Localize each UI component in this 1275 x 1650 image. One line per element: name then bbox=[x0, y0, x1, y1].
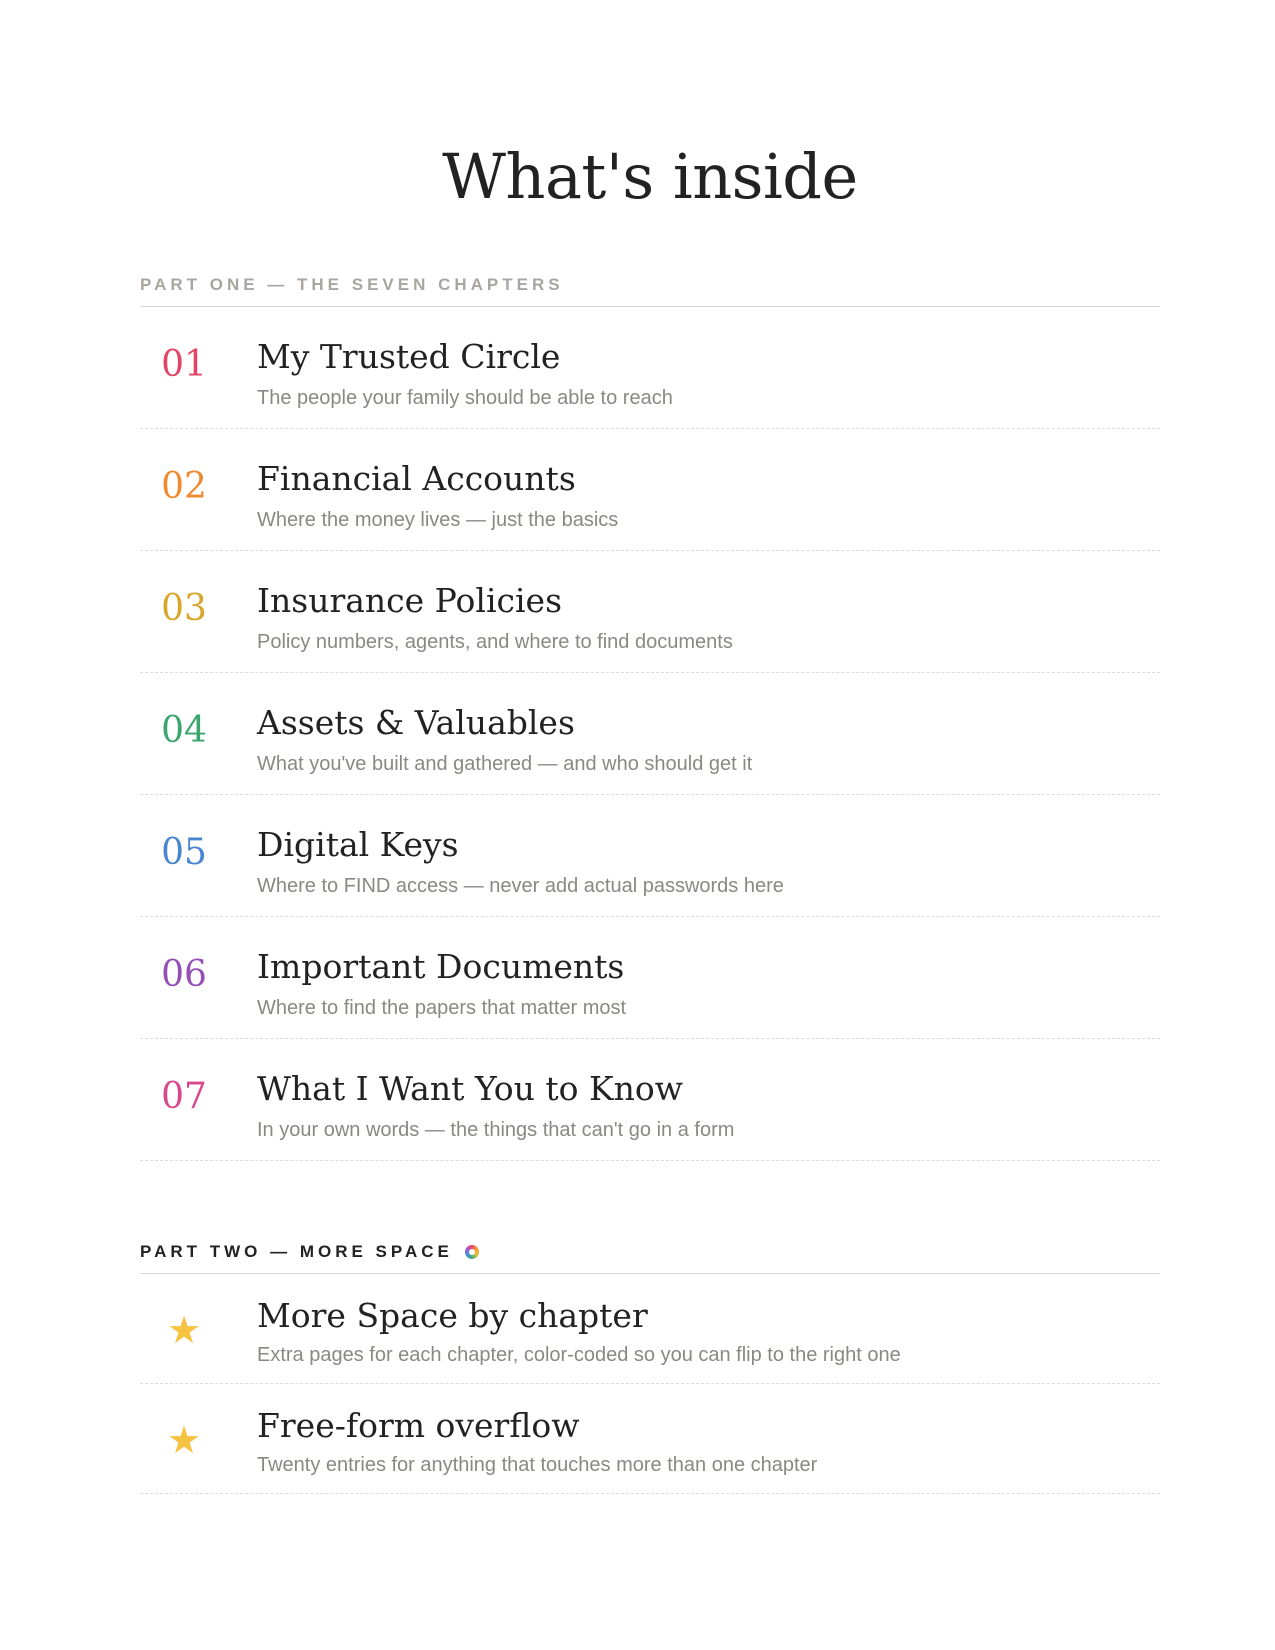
chapter-number: 02 bbox=[161, 466, 207, 507]
part-two-heading-text: PART TWO — MORE SPACE bbox=[140, 1242, 453, 1261]
chapter-number: 01 bbox=[161, 344, 207, 385]
chapter-entry-06 bbox=[140, 917, 1160, 1039]
part-one-section bbox=[140, 270, 1160, 1161]
chapter-entry-04 bbox=[140, 673, 1160, 795]
chapter-title: Financial Accounts bbox=[257, 459, 576, 498]
more-space-description: Twenty entries for anything that touches more than one chapter bbox=[257, 1454, 818, 1476]
more-space-entry-2 bbox=[140, 1384, 1160, 1494]
chapter-title: My Trusted Circle bbox=[257, 337, 561, 376]
more-space-title: Free-form overflow bbox=[257, 1406, 580, 1445]
more-space-title: More Space by chapter bbox=[257, 1296, 648, 1335]
chapter-entry-02 bbox=[140, 429, 1160, 551]
part-one-heading: PART ONE — THE SEVEN CHAPTERS bbox=[140, 270, 1160, 307]
chapter-title: Digital Keys bbox=[257, 825, 459, 864]
star-icon: ★ bbox=[166, 1308, 202, 1352]
chapter-description: The people your family should be able to reach bbox=[257, 387, 673, 409]
part-two-section bbox=[140, 1237, 1160, 1494]
chapter-number: 06 bbox=[161, 954, 207, 995]
star-icon: ★ bbox=[166, 1418, 202, 1462]
chapter-number: 03 bbox=[161, 588, 207, 629]
chapter-description: In your own words — the things that can't go in a form bbox=[257, 1119, 735, 1141]
more-space-entry-1 bbox=[140, 1274, 1160, 1384]
chapter-description: Where to find the papers that matter most bbox=[257, 997, 627, 1019]
chapter-entry-03 bbox=[140, 551, 1160, 673]
chapter-description: Where to FIND access — never add actual passwords here bbox=[257, 875, 784, 897]
part-two-heading bbox=[140, 1237, 1160, 1274]
chapter-number: 07 bbox=[161, 1076, 207, 1117]
chapter-description: What you've built and gathered — and who should get it bbox=[257, 753, 753, 775]
chapter-entry-05 bbox=[140, 795, 1160, 917]
rainbow-circle-icon bbox=[465, 1245, 479, 1259]
chapter-title: What I Want You to Know bbox=[257, 1069, 684, 1108]
chapter-entry-07 bbox=[140, 1039, 1160, 1161]
chapter-title: Important Documents bbox=[257, 947, 625, 986]
chapter-title: Assets & Valuables bbox=[257, 703, 575, 742]
chapter-title: Insurance Policies bbox=[257, 581, 563, 620]
chapter-description: Policy numbers, agents, and where to find documents bbox=[257, 631, 733, 653]
chapter-entry-01 bbox=[140, 307, 1160, 429]
chapter-number: 04 bbox=[161, 710, 207, 751]
chapter-description: Where the money lives — just the basics bbox=[257, 509, 619, 531]
chapter-number: 05 bbox=[161, 832, 207, 873]
page-title: What's inside bbox=[442, 140, 858, 213]
more-space-description: Extra pages for each chapter, color-coded so you can flip to the right one bbox=[257, 1344, 901, 1366]
